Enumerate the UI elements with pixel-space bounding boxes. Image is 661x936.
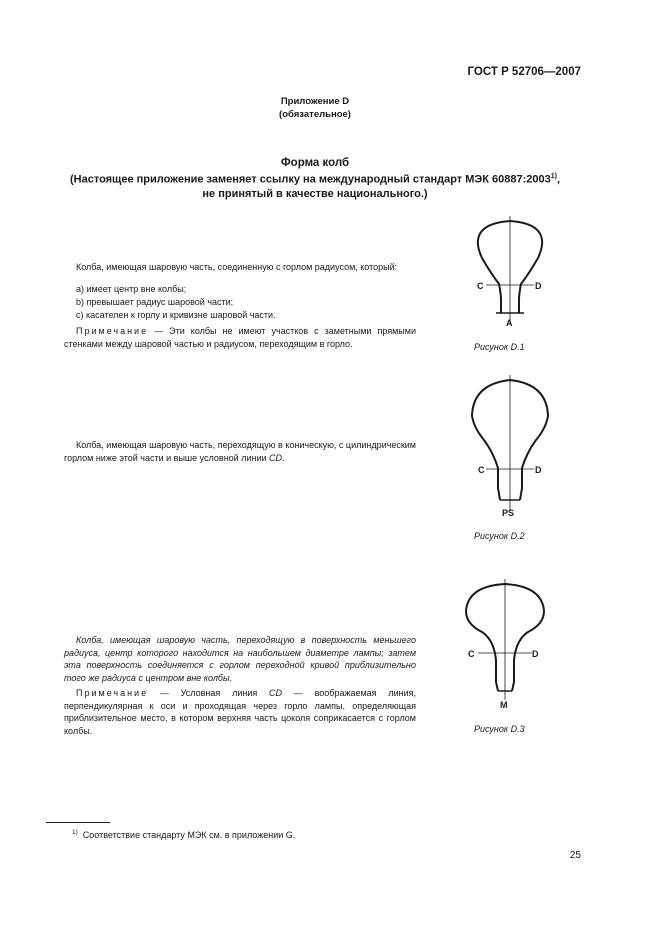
section1-item-b: b) превышает радиус шаровой части; [76,297,234,307]
note-label: Примечание [76,326,149,336]
note-label-2: Примечание [76,688,149,698]
fig1-label-c: C [477,281,484,291]
section3-text: Колба, имеющая шаровую часть, переходящую в поверхность меньшего радиуса, центр которого находится на наибольшем диаметре лампы; затем эта поверхность соединяется с горлом переходной кривой приблизительно того же радиуса с центром вне колбы. [64,635,416,683]
fig3-label-c: C [468,649,475,659]
fig1-label-d: D [535,281,542,291]
section2-text [64,439,416,464]
appendix-status: (обязательное) [279,109,351,120]
note-line-cd: CD [269,688,283,698]
figure-caption-d1: Рисунок D.1 [474,342,525,352]
footnote-mark: 1) [72,829,78,836]
footnote-separator [46,822,110,823]
fig3-label-bottom: M [500,700,508,710]
title-line2-end: , [556,173,561,186]
note-text-2-end: — воображаемая линия, перпендикулярная к оси и проходящая через горло лампы, определяющая приблизительное место, в котором верхняя часть цоколя соприкасается с горлом колбы. [64,688,416,736]
bulb-figure-d2 [462,372,572,522]
section2-text-main: Колба, имеющая шаровую часть, переходящую в коническую, с цилиндрическим горлом ниже этой части и выше условной линии [64,440,416,463]
section2-text-end: . [282,452,285,463]
fig2-label-c: C [478,465,485,475]
bulb-figure-d3 [456,576,566,716]
figure-caption-d3: Рисунок D.3 [474,724,525,734]
section3-note [64,687,416,737]
fig2-label-bottom: PS [502,508,515,518]
title-line3: не принятый в качестве национального.) [202,188,428,200]
footnote-ref: 1) [550,173,557,180]
fig1-label-bottom: A [506,318,513,328]
standard-number: ГОСТ Р 52706—2007 [467,66,581,78]
bulb-figure-d1 [462,212,572,332]
section1-note [64,325,416,350]
section1-item-a: а) имеет центр вне колбы; [76,284,187,294]
fig3-label-d: D [532,649,539,659]
title-line2: (Настоящее приложение заменяет ссылку на международный стандарт МЭК 60887:2003 [69,173,551,186]
appendix-label: Приложение D [280,96,350,107]
footnote [72,829,295,840]
note-text-2-start: — Условная линия [148,688,270,698]
page-title: Форма колб [280,157,350,169]
title-reference-line [0,173,630,186]
fig2-label-d: D [535,465,542,475]
figure-caption-d2: Рисунок D.2 [474,531,525,541]
section1-item-c: с) касателен к горлу и кривизне шаровой части. [76,310,276,320]
footnote-text: Соответствие стандарту МЭК см. в приложении G. [82,830,296,840]
section2-line-cd: CD [269,452,283,463]
note-text: — Эти колбы не имеют участков с заметными прямыми стенками между шаровой частью и радиусом, переходящим в горло. [64,326,416,349]
page-number: 25 [569,850,581,861]
section1-intro: Колба, имеющая шаровую часть, соединенную с горлом радиусом, который: [76,262,398,272]
